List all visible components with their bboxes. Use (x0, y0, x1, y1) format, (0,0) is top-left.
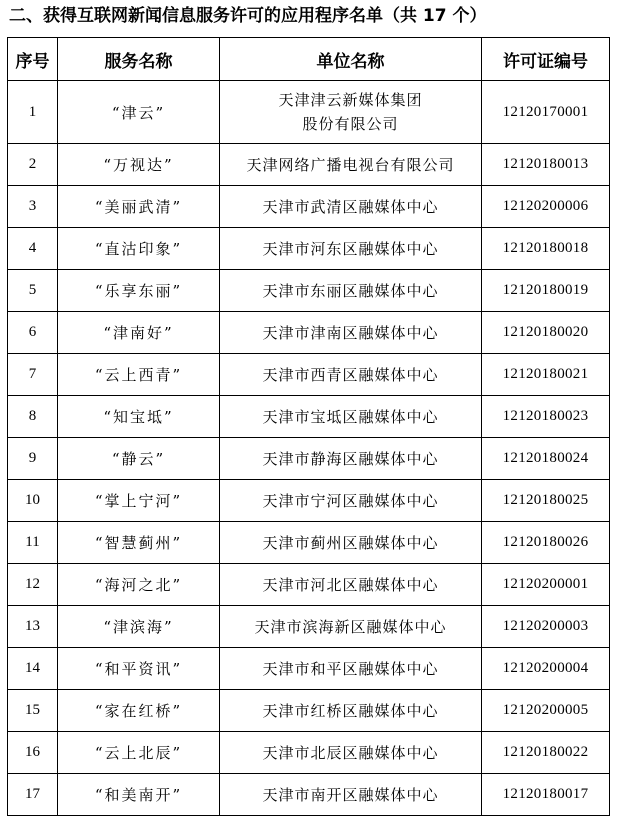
service-name-cell: “和美南开” (58, 774, 220, 816)
unit-name-cell: 天津市河东区融媒体中心 (220, 228, 482, 270)
service-name-cell: “云上北辰” (58, 732, 220, 774)
license-number-cell: 12120170001 (482, 81, 610, 144)
unit-name-line-2: 股份有限公司 (302, 115, 399, 133)
serial-number-cell: 15 (8, 690, 58, 732)
serial-number-cell: 17 (8, 774, 58, 816)
service-name-cell: “知宝坻” (58, 396, 220, 438)
unit-name-line-1: 天津津云新媒体集团 (278, 91, 423, 109)
serial-number-cell: 13 (8, 606, 58, 648)
serial-number-cell: 12 (8, 564, 58, 606)
table-row (8, 606, 610, 648)
header-license-number: 许可证编号 (482, 38, 610, 81)
serial-number-cell: 11 (8, 522, 58, 564)
header-service-name: 服务名称 (58, 38, 220, 81)
service-name-cell: “津云” (58, 81, 220, 144)
serial-number-cell: 2 (8, 144, 58, 186)
service-name-cell: “美丽武清” (58, 186, 220, 228)
table-row (8, 81, 610, 144)
table-row (8, 396, 610, 438)
unit-name-cell (220, 81, 482, 144)
table-row (8, 774, 610, 816)
table-row (8, 522, 610, 564)
table-row (8, 732, 610, 774)
header-unit-name: 单位名称 (220, 38, 482, 81)
unit-name-cell: 天津市南开区融媒体中心 (220, 774, 482, 816)
serial-number-cell: 6 (8, 312, 58, 354)
service-name-cell: “静云” (58, 438, 220, 480)
license-number-cell: 12120180022 (482, 732, 610, 774)
unit-name-cell: 天津网络广播电视台有限公司 (220, 144, 482, 186)
serial-number-cell: 9 (8, 438, 58, 480)
unit-name-cell: 天津市北辰区融媒体中心 (220, 732, 482, 774)
table-row (8, 480, 610, 522)
license-number-cell: 12120180018 (482, 228, 610, 270)
service-name-cell: “掌上宁河” (58, 480, 220, 522)
table-row (8, 354, 610, 396)
unit-name-cell: 天津市滨海新区融媒体中心 (220, 606, 482, 648)
table-row (8, 144, 610, 186)
unit-name-cell: 天津市东丽区融媒体中心 (220, 270, 482, 312)
service-name-cell: “直沽印象” (58, 228, 220, 270)
service-name-cell: “乐享东丽” (58, 270, 220, 312)
serial-number-cell: 5 (8, 270, 58, 312)
app-license-table (7, 37, 610, 816)
license-number-cell: 12120200003 (482, 606, 610, 648)
service-name-cell: “家在红桥” (58, 690, 220, 732)
unit-name-cell: 天津市蓟州区融媒体中心 (220, 522, 482, 564)
table-row (8, 564, 610, 606)
serial-number-cell: 14 (8, 648, 58, 690)
serial-number-cell: 10 (8, 480, 58, 522)
unit-name-cell: 天津市红桥区融媒体中心 (220, 690, 482, 732)
unit-name-cell: 天津市和平区融媒体中心 (220, 648, 482, 690)
service-name-cell: “津滨海” (58, 606, 220, 648)
serial-number-cell: 7 (8, 354, 58, 396)
table-row (8, 648, 610, 690)
unit-name-cell: 天津市津南区融媒体中心 (220, 312, 482, 354)
unit-name-cell: 天津市武清区融媒体中心 (220, 186, 482, 228)
service-name-cell: “云上西青” (58, 354, 220, 396)
serial-number-cell: 3 (8, 186, 58, 228)
serial-number-cell: 4 (8, 228, 58, 270)
header-serial-number: 序号 (8, 38, 58, 81)
unit-name-cell: 天津市静海区融媒体中心 (220, 438, 482, 480)
license-number-cell: 12120180019 (482, 270, 610, 312)
section-heading: 二、获得互联网新闻信息服务许可的应用程序名单（共 17 个） (9, 6, 487, 26)
service-name-cell: “万视达” (58, 144, 220, 186)
license-number-cell: 12120180021 (482, 354, 610, 396)
license-number-cell: 12120180026 (482, 522, 610, 564)
table-row (8, 228, 610, 270)
license-number-cell: 12120200006 (482, 186, 610, 228)
table-row (8, 438, 610, 480)
service-name-cell: “智慧蓟州” (58, 522, 220, 564)
serial-number-cell: 1 (8, 81, 58, 144)
table-row (8, 186, 610, 228)
serial-number-cell: 16 (8, 732, 58, 774)
license-number-cell: 12120180020 (482, 312, 610, 354)
unit-name-cell: 天津市河北区融媒体中心 (220, 564, 482, 606)
unit-name-cell: 天津市西青区融媒体中心 (220, 354, 482, 396)
license-number-cell: 12120180017 (482, 774, 610, 816)
unit-name-cell: 天津市宝坻区融媒体中心 (220, 396, 482, 438)
service-name-cell: “津南好” (58, 312, 220, 354)
license-number-cell: 12120180013 (482, 144, 610, 186)
license-number-cell: 12120200001 (482, 564, 610, 606)
license-number-cell: 12120200004 (482, 648, 610, 690)
service-name-cell: “海河之北” (58, 564, 220, 606)
table-row (8, 690, 610, 732)
unit-name-cell: 天津市宁河区融媒体中心 (220, 480, 482, 522)
table-row (8, 312, 610, 354)
license-number-cell: 12120180023 (482, 396, 610, 438)
license-number-cell: 12120180024 (482, 438, 610, 480)
table-row (8, 270, 610, 312)
license-number-cell: 12120200005 (482, 690, 610, 732)
table-header-row (8, 38, 610, 81)
serial-number-cell: 8 (8, 396, 58, 438)
license-number-cell: 12120180025 (482, 480, 610, 522)
service-name-cell: “和平资讯” (58, 648, 220, 690)
